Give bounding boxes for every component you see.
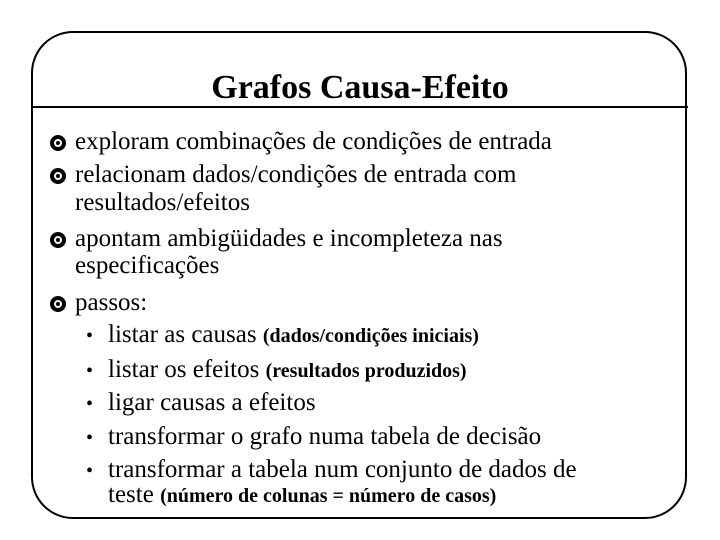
title-divider: [32, 106, 688, 108]
step-aside: (número de colunas = número de casos): [160, 485, 497, 507]
bullet-text: relacionam dados/condições de entrada com: [75, 161, 517, 188]
step-aside: (resultados produzidos): [265, 360, 467, 382]
dot-bullet-icon: •: [86, 427, 94, 449]
step-text-continued: teste: [108, 481, 154, 508]
bullet-text: passos:: [75, 289, 148, 316]
step-text: listar as causas: [108, 321, 257, 348]
step-text: listar os efeitos: [108, 356, 260, 383]
step-text: transformar o grafo numa tabela de decisão: [108, 423, 542, 450]
ring-bullet-icon: [50, 135, 66, 151]
ring-bullet-icon: [50, 168, 66, 184]
bullet-text-continued: especificações: [75, 252, 220, 279]
step-aside: (dados/condições iniciais): [262, 325, 479, 347]
dot-bullet-icon: •: [86, 325, 94, 347]
step-text: transformar a tabela num conjunto de dados de: [108, 456, 577, 483]
dot-bullet-icon: •: [86, 460, 94, 482]
step-text: ligar causas a efeitos: [108, 389, 316, 416]
slide-title: Grafos Causa-Efeito: [211, 69, 509, 106]
bullet-text-continued: resultados/efeitos: [75, 189, 250, 216]
dot-bullet-icon: •: [86, 393, 94, 415]
step-item: [108, 320, 479, 351]
step-item-continued: [108, 480, 496, 511]
dot-bullet-icon: •: [86, 360, 94, 382]
ring-bullet-icon: [50, 232, 66, 248]
bullet-text: exploram combinações de condições de entrada: [75, 128, 552, 155]
step-item: [108, 355, 467, 386]
ring-bullet-icon: [50, 296, 66, 312]
bullet-text: apontam ambigüidades e incompleteza nas: [75, 225, 503, 252]
